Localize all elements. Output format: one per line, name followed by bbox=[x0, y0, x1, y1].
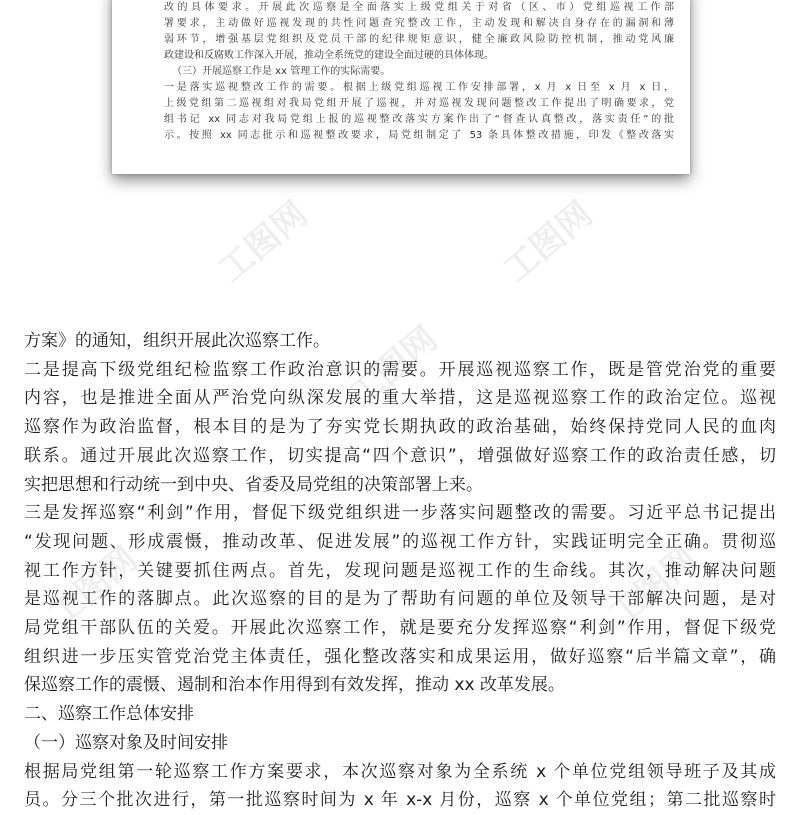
body-line: 组织进一步压实管党治党主体责任，强化整改落实和成果运用，做好巡察“后半篇文章”，确 bbox=[24, 646, 776, 667]
preview-line: 政建设和反腐败工作深入开展，推动全系统党的建设全面过硬的具体体现。 bbox=[164, 50, 494, 61]
section-heading: 二、巡察工作总体安排 bbox=[24, 704, 194, 725]
body-line: 实把思想和行动统一到中央、省委及局党组的决策部署上来。 bbox=[24, 474, 483, 495]
document-preview-card bbox=[112, 0, 690, 174]
preview-line: （三）开展巡察工作是 xx 管理工作的实际需要。 bbox=[172, 66, 391, 77]
watermark: 工图网 bbox=[211, 194, 316, 291]
preview-line: 一是落实巡视整改工作的需要。根据上级党组巡视工作安排部署，x 月 x 日至 x 月 x 日， bbox=[164, 82, 674, 93]
watermark: 工图网 bbox=[41, 539, 146, 636]
body-line: 方案》的通知，组织开展此次巡察工作。 bbox=[24, 331, 330, 351]
preview-area bbox=[0, 0, 800, 310]
preview-line: 改的具体要求。开展此次巡察是全面落实上级党组关于对省（区、市）党组巡视工作部 bbox=[164, 2, 674, 13]
body-line: 局党组干部队伍的关爱。开展此次巡察工作，就是要充分发挥巡察“利剑”作用，督促下级党 bbox=[24, 618, 776, 639]
preview-line: 署要求，主动做好巡视发现的共性问题查究整改工作，主动发现和解决自身存在的漏洞和薄 bbox=[164, 18, 674, 29]
body-line: 二是提高下级党组纪检监察工作政治意识的需要。开展巡视巡察工作，既是管党治党的重要 bbox=[24, 359, 776, 380]
body-line: 视工作方针，关键要抓住两点。首先，发现问题是巡视工作的生命线。其次，推动解决问题 bbox=[24, 560, 776, 581]
body-line: 内容，也是推进全面从严治党向纵深发展的重大举措，这是巡视巡察工作的政治定位。巡视 bbox=[24, 388, 776, 409]
body-line: 员。分三个批次进行，第一批巡察时间为 x 年 x-x 月份，巡察 x 个单位党组；第二批巡察时 bbox=[24, 790, 776, 811]
preview-line: 弱环节，增强基层党组织及党员干部的纪律规矩意识，健全廉政风险防控机制，推动党风廉 bbox=[164, 34, 674, 45]
body-line: 根据局党组第一轮巡察工作方案要求，本次巡察对象为全系统 x 个单位党组领导班子及其成 bbox=[24, 761, 776, 782]
preview-line: 组书记 xx 同志对我局党组上报的巡视整改落实方案作出了“督查认真整改，落实责任”的批 bbox=[164, 114, 674, 125]
document-body bbox=[24, 327, 776, 811]
preview-line: 示。按照 xx 同志批示和巡视整改要求，局党组制定了 53 条具体整改措施，印发《整改落实 bbox=[164, 130, 674, 141]
body-line: 保巡察工作的震慑、遏制和治本作用得到有效发挥，推动 xx 改革发展。 bbox=[24, 675, 565, 696]
watermark: 工图网 bbox=[601, 539, 706, 636]
body-line: 联系。通过开展此次巡察工作，切实提高“四个意识”，增强做好巡察工作的政治责任感，切 bbox=[24, 445, 776, 466]
preview-line: 上级党组第二巡视组对我局党组开展了巡视，并对巡视发现问题整改工作提出了明确要求，党 bbox=[164, 98, 674, 109]
body-line: 三是发挥巡察“利剑”作用，督促下级党组织进一步落实问题整改的需要。习近平总书记提出 bbox=[24, 503, 776, 524]
body-line: “发现问题、形成震慑，推动改革、促进发展”的巡视工作方针，实践证明完全正确。贯彻巡 bbox=[24, 531, 776, 552]
watermark: 工图网 bbox=[341, 319, 446, 416]
subsection-heading: （一）巡察对象及时间安排 bbox=[24, 732, 228, 753]
body-line: 是巡视工作的落脚点。此次巡察的目的是为了帮助有问题的单位及领导干部解决问题，是对 bbox=[24, 589, 776, 610]
preview-text-block bbox=[164, 0, 674, 144]
watermark: 工图网 bbox=[496, 194, 601, 291]
body-line: 巡察作为政治监督，根本目的是为了夯实党长期执政的政治基础，始终保持党同人民的血肉 bbox=[24, 417, 776, 438]
